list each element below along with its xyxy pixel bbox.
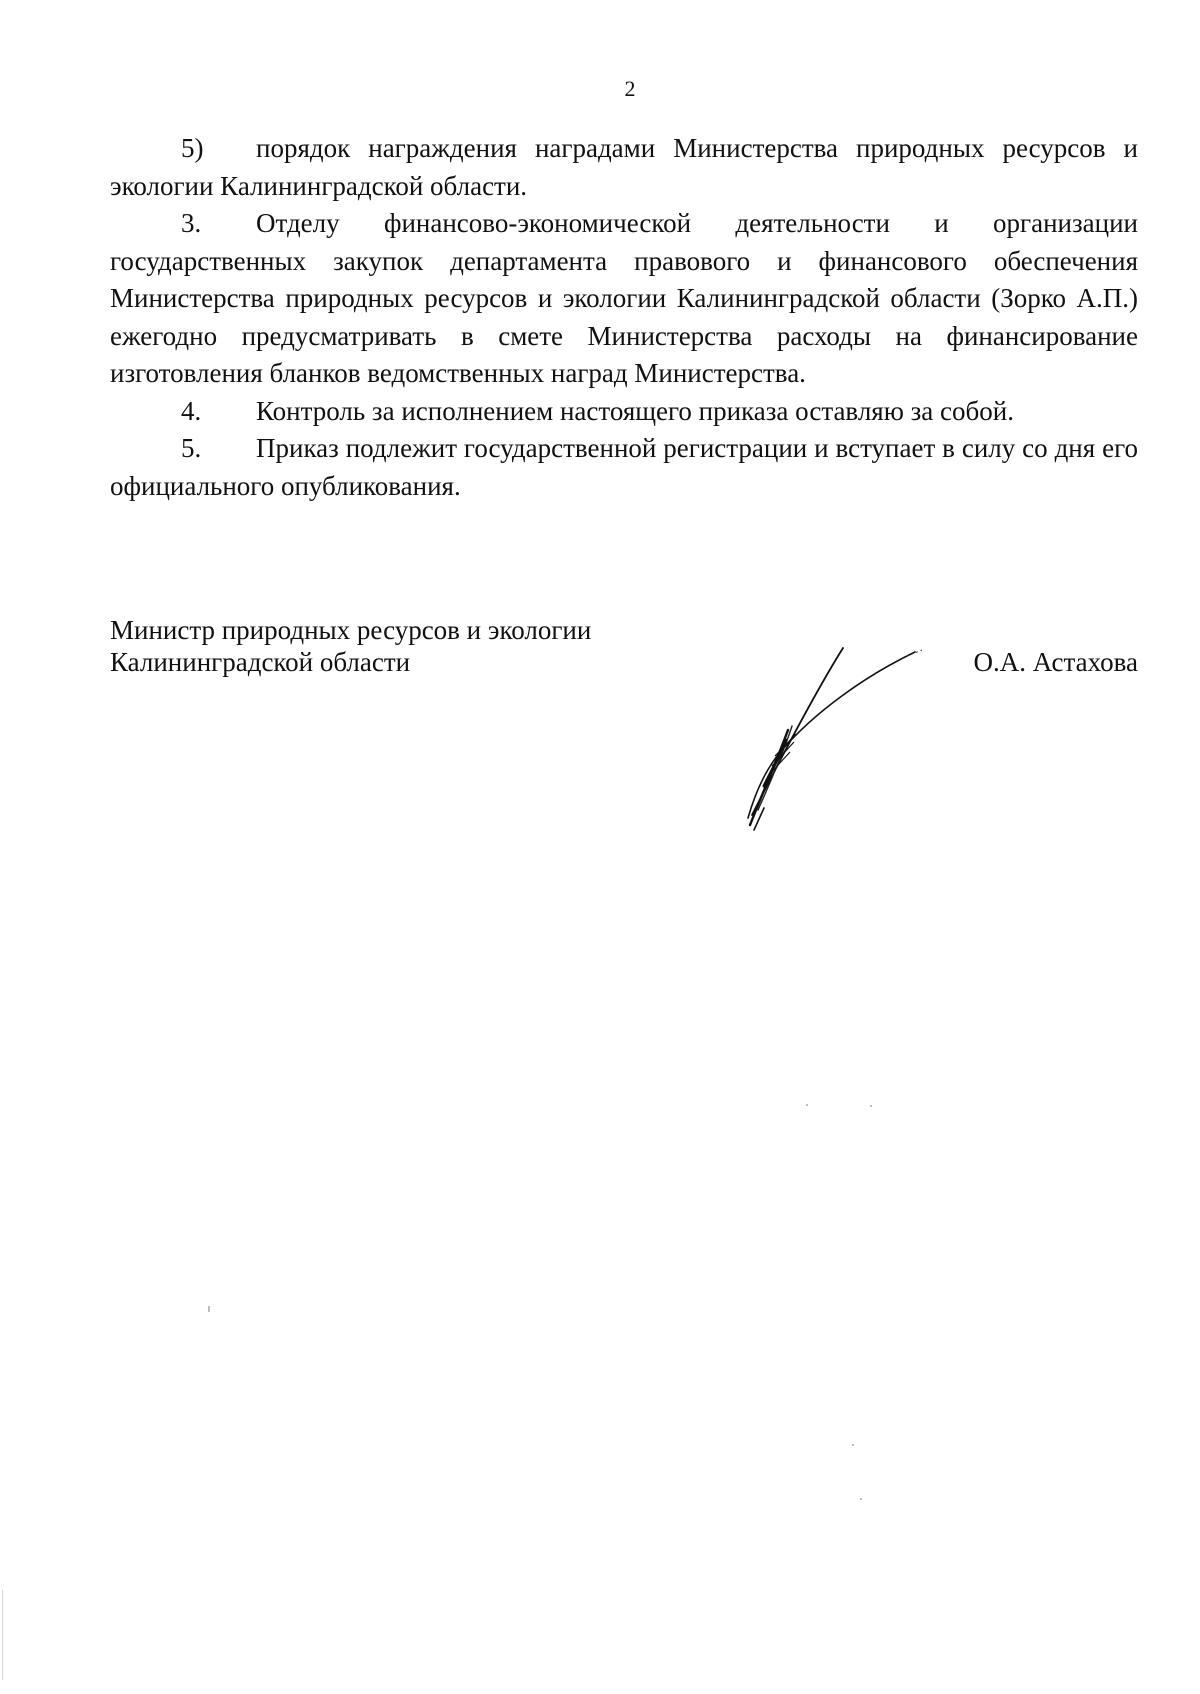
paragraph-text: Приказ подлежит государственной регистрации и вступает в силу со дня его официального опубликования. [110,433,1138,501]
paragraph-3 [110,205,1138,393]
paragraph-text: Отделу финансово-экономической деятельности и организации государственных закупок департамента правового и финансового обеспечения Министерства природных ресурсов и экологии Калининградской области (Зорко А.П.) ежегодно предусматривать в смете Министерства расходы на финансирование изготовления бланков ведомственных наград Министерства. [110,208,1138,388]
paragraph-5 [110,430,1138,505]
paragraph-text: порядок награждения наградами Министерства природных ресурсов и экологии Калининградской области. [110,133,1138,201]
paragraph-number: 4. [181,395,202,426]
scan-speck [852,1444,854,1446]
paragraph-4 [110,393,1138,431]
scan-speck [870,1105,872,1107]
scan-speck [208,1306,210,1312]
signer-position-line-1: Министр природных ресурсов и экологии [110,615,592,645]
paragraph-number: 5. [181,433,202,463]
handwritten-signature [690,640,940,850]
signer-position-line-2: Калининградской области [110,647,411,677]
paragraph-text: Контроль за исполнением настоящего приказа оставляю за собой. [256,395,1014,426]
document-body [110,130,1138,505]
paragraph-number: 5) [181,133,204,163]
signer-name: О.А. Астахова [973,647,1138,677]
scan-speck [806,1104,808,1106]
signature-block [110,614,1138,678]
paragraph-number: 3. [181,208,202,238]
page-number: 2 [624,76,636,101]
paragraph-item-5 [110,130,1138,205]
scan-edge-mark [2,1590,3,1680]
scan-speck [860,1498,862,1500]
